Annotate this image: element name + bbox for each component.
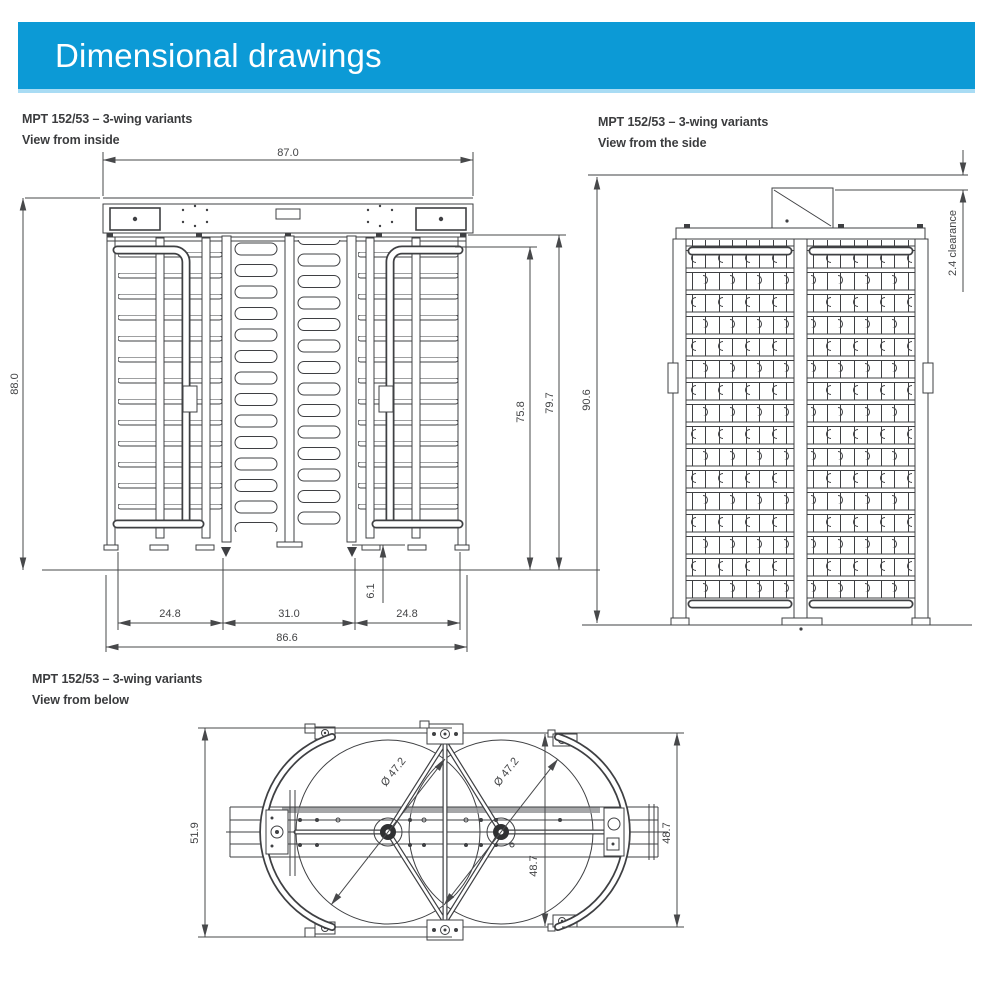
dim-below-rotor-diameter-right: Ø 47.2 (491, 755, 522, 789)
front-view (9, 147, 600, 652)
side-view-title: MPT 152/53 – 3-wing variants (598, 115, 769, 129)
front-drawing (42, 198, 600, 570)
page-title: Dimensional drawings (55, 37, 382, 74)
dim-below-inner-depth: 48.7 (528, 855, 540, 877)
below-drawing (226, 721, 668, 940)
dim-below-overall-depth: 51.9 (189, 822, 201, 844)
below-view-subtitle: View from below (32, 693, 129, 707)
dim-below-rotor-diameter-left: Ø 47.2 (378, 755, 409, 789)
below-view (189, 721, 684, 940)
side-view (581, 150, 972, 631)
side-drawing (582, 175, 972, 631)
dim-side-clearance: 2.4 clearance (947, 209, 959, 277)
dim-front-center-passage: 31.0 (278, 608, 300, 620)
dim-front-height: 88.0 (9, 373, 21, 395)
dim-front-inner-height: 75.8 (515, 401, 527, 423)
dim-front-outer-height: 79.7 (544, 392, 556, 414)
dim-below-right-depth: 48.7 (661, 822, 673, 844)
dim-front-left-passage: 24.8 (159, 608, 181, 620)
side-view-subtitle: View from the side (598, 136, 707, 150)
dim-front-right-passage: 24.8 (396, 608, 418, 620)
dim-front-total-width: 86.6 (276, 632, 298, 644)
front-view-subtitle: View from inside (22, 133, 120, 147)
dim-side-total-height: 90.6 (581, 389, 593, 411)
below-view-title: MPT 152/53 – 3-wing variants (32, 672, 203, 686)
dim-front-floor-gap: 6.1 (365, 583, 377, 599)
dim-front-top-width: 87.0 (277, 147, 299, 159)
front-view-title: MPT 152/53 – 3-wing variants (22, 112, 193, 126)
